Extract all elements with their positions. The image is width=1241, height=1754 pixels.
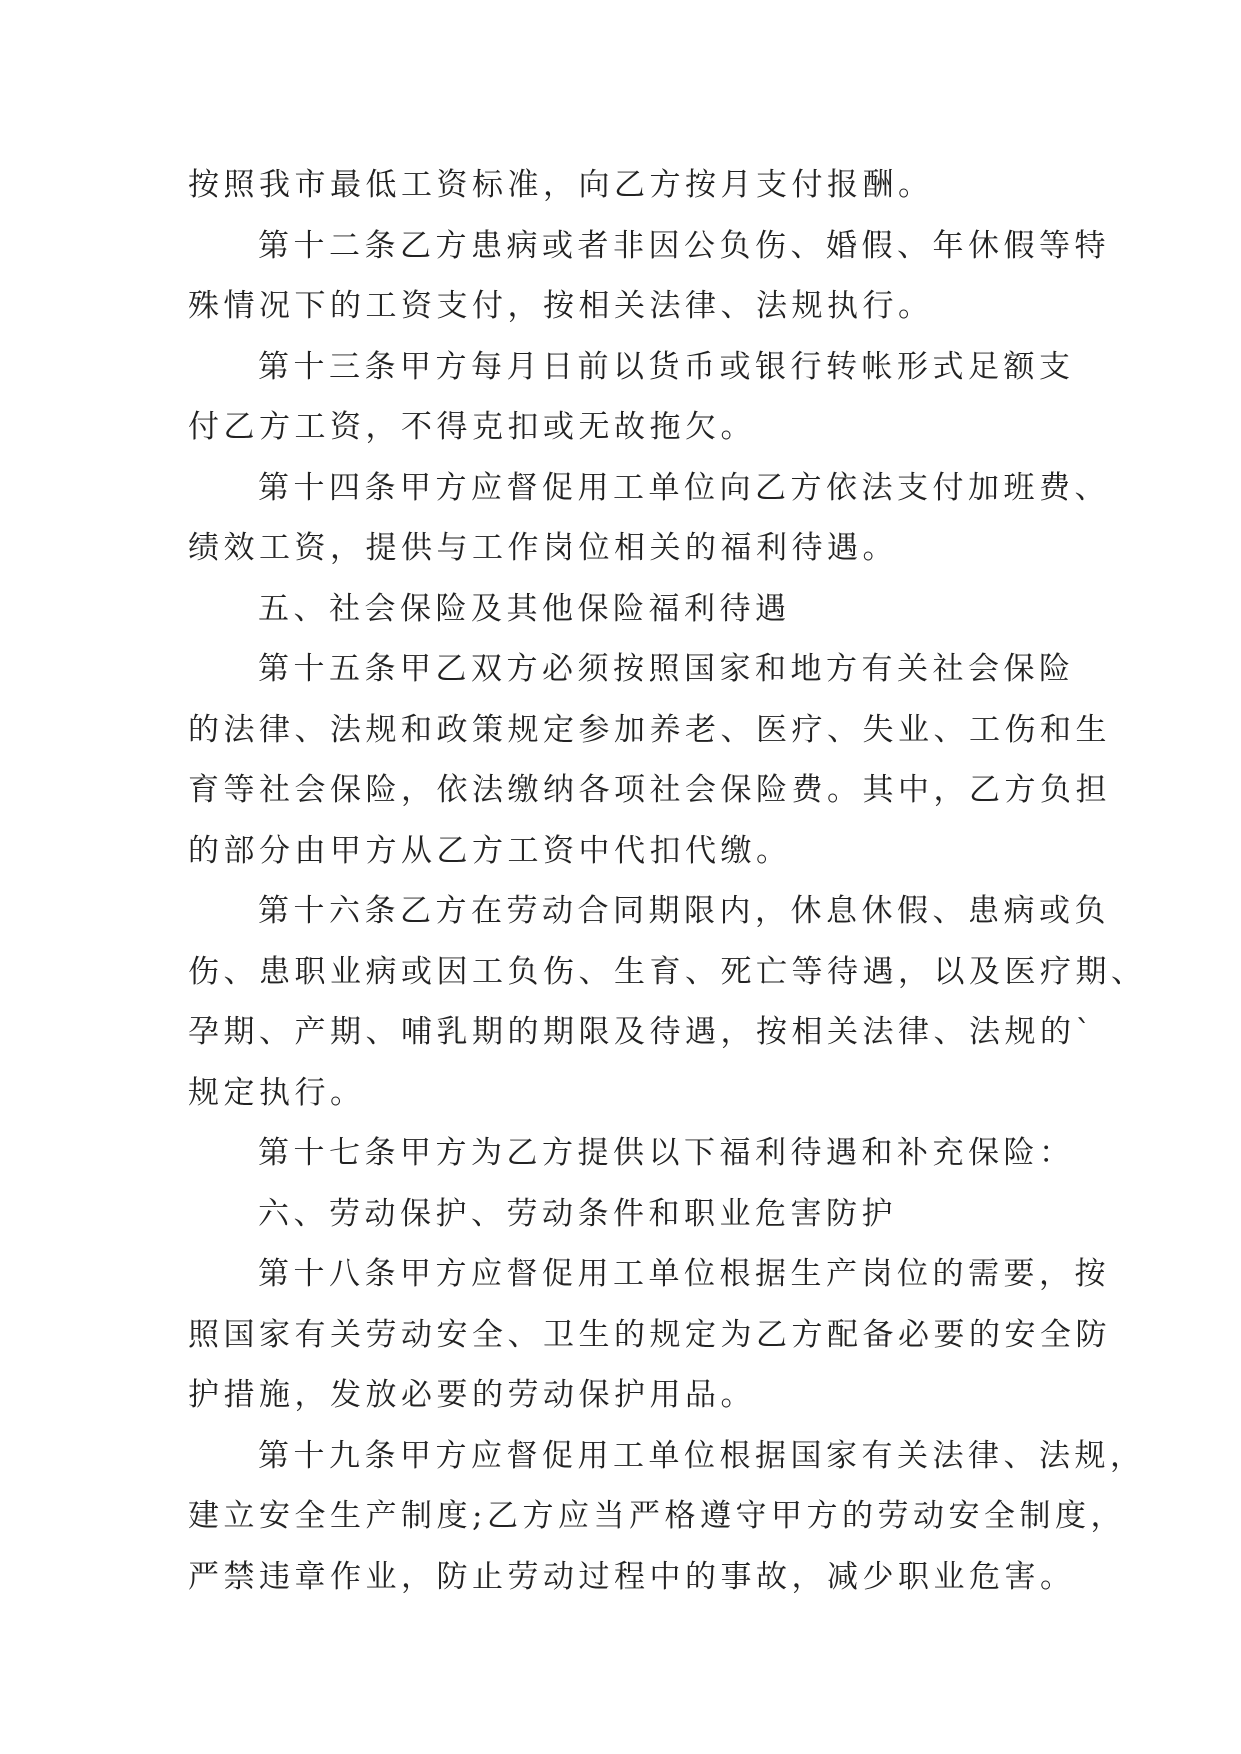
text-line: 建立安全生产制度;乙方应当严格遵守甲方的劳动安全制度， (188, 1498, 1126, 1534)
text-line: 绩效工资，提供与工作岗位相关的福利待遇。 (188, 530, 898, 566)
text-line: 护措施，发放必要的劳动保护用品。 (188, 1377, 756, 1413)
text-line: 育等社会保险，依法缴纳各项社会保险费。其中，乙方负担 (188, 772, 1111, 808)
text-line: 第十二条乙方患病或者非因公负伤、婚假、年休假等特 (258, 227, 1110, 264)
text-line: 照国家有关劳动安全、卫生的规定为乙方配备必要的安全防 (188, 1316, 1111, 1353)
text-line: 第十九条甲方应督促用工单位根据国家有关法律、法规， (258, 1437, 1146, 1474)
section-heading: 五、社会保险及其他保险福利待遇 (258, 590, 791, 627)
text-line: 按照我市最低工资标准，向乙方按月支付报酬。 (188, 167, 934, 203)
text-line: 第十八条甲方应督促用工单位根据生产岗位的需要，按 (258, 1256, 1110, 1292)
text-line: 第十三条甲方每月日前以货币或银行转帐形式足额支 (258, 348, 1075, 385)
text-line: 孕期、产期、哺乳期的期限及待遇，按相关法律、法规的` (188, 1014, 1096, 1050)
document-body (188, 155, 1147, 1607)
text-line: 付乙方工资，不得克扣或无故拖欠。 (188, 409, 756, 445)
text-line: 的部分由甲方从乙方工资中代扣代缴。 (188, 832, 792, 869)
text-line: 第十四条甲方应督促用工单位向乙方依法支付加班费、 (258, 469, 1110, 506)
text-line: 第十七条甲方为乙方提供以下福利待遇和补充保险： (258, 1135, 1075, 1171)
text-line: 殊情况下的工资支付，按相关法律、法规执行。 (188, 288, 934, 324)
text-line: 严禁违章作业，防止劳动过程中的事故，减少职业危害。 (188, 1558, 1076, 1595)
text-line: 的法律、法规和政策规定参加养老、医疗、失业、工伤和生 (188, 711, 1111, 748)
text-line: 伤、患职业病或因工负伤、生育、死亡等待遇，以及医疗期、 (188, 953, 1147, 990)
text-line: 第十五条甲乙双方必须按照国家和地方有关社会保险 (258, 651, 1075, 687)
text-line: 第十六条乙方在劳动合同期限内，休息休假、患病或负 (258, 893, 1110, 929)
text-line: 规定执行。 (188, 1074, 366, 1111)
section-heading: 六、劳动保护、劳动条件和职业危害防护 (258, 1195, 897, 1232)
